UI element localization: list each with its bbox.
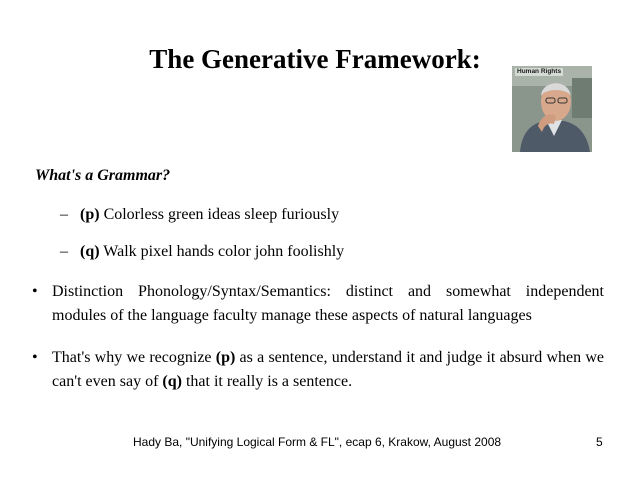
bullet-line: Distinction Phonology/Syntax/Semantics: distinct and somewhat independent xyxy=(52,283,604,300)
bullet-marker: • xyxy=(32,349,38,366)
bullet-text xyxy=(52,346,604,394)
example-text: Walk pixel hands color john foolishly xyxy=(99,243,345,260)
footer-credit: Hady Ba, "Unifying Logical Form & FL", ecap 6, Krakow, August 2008 xyxy=(133,435,502,449)
example-label: (q) xyxy=(80,243,100,260)
sentence-q-label: (q) xyxy=(162,373,182,390)
dash-marker: – xyxy=(60,206,68,223)
example-text: Colorless green ideas sleep furiously xyxy=(99,206,340,223)
bullet-text-part: as a sentence, understand it and judge it absurd when we can't even say of xyxy=(52,349,605,390)
portrait-image xyxy=(512,66,592,152)
speaker-photo xyxy=(512,66,592,152)
slide-title: The Generative Framework: xyxy=(149,44,481,74)
photo-caption: Human Rights xyxy=(517,68,562,75)
bullet-marker: • xyxy=(32,283,38,300)
bullet-text-part: That's why we recognize xyxy=(52,349,216,366)
section-subtitle: What's a Grammar? xyxy=(35,167,171,184)
page-number: 5 xyxy=(596,435,603,449)
bullet-recognition xyxy=(32,346,604,394)
bullet-line: modules of the language faculty manage these aspects of natural languages xyxy=(52,307,532,324)
example-label: (p) xyxy=(80,206,100,223)
dash-marker: – xyxy=(60,243,68,260)
bullet-text-part: that it really is a sentence. xyxy=(181,373,353,390)
bullet-text xyxy=(52,280,604,328)
sentence-p-label: (p) xyxy=(215,349,236,366)
example-p xyxy=(60,205,339,225)
bullet-distinction xyxy=(32,280,604,328)
example-q xyxy=(60,242,344,262)
